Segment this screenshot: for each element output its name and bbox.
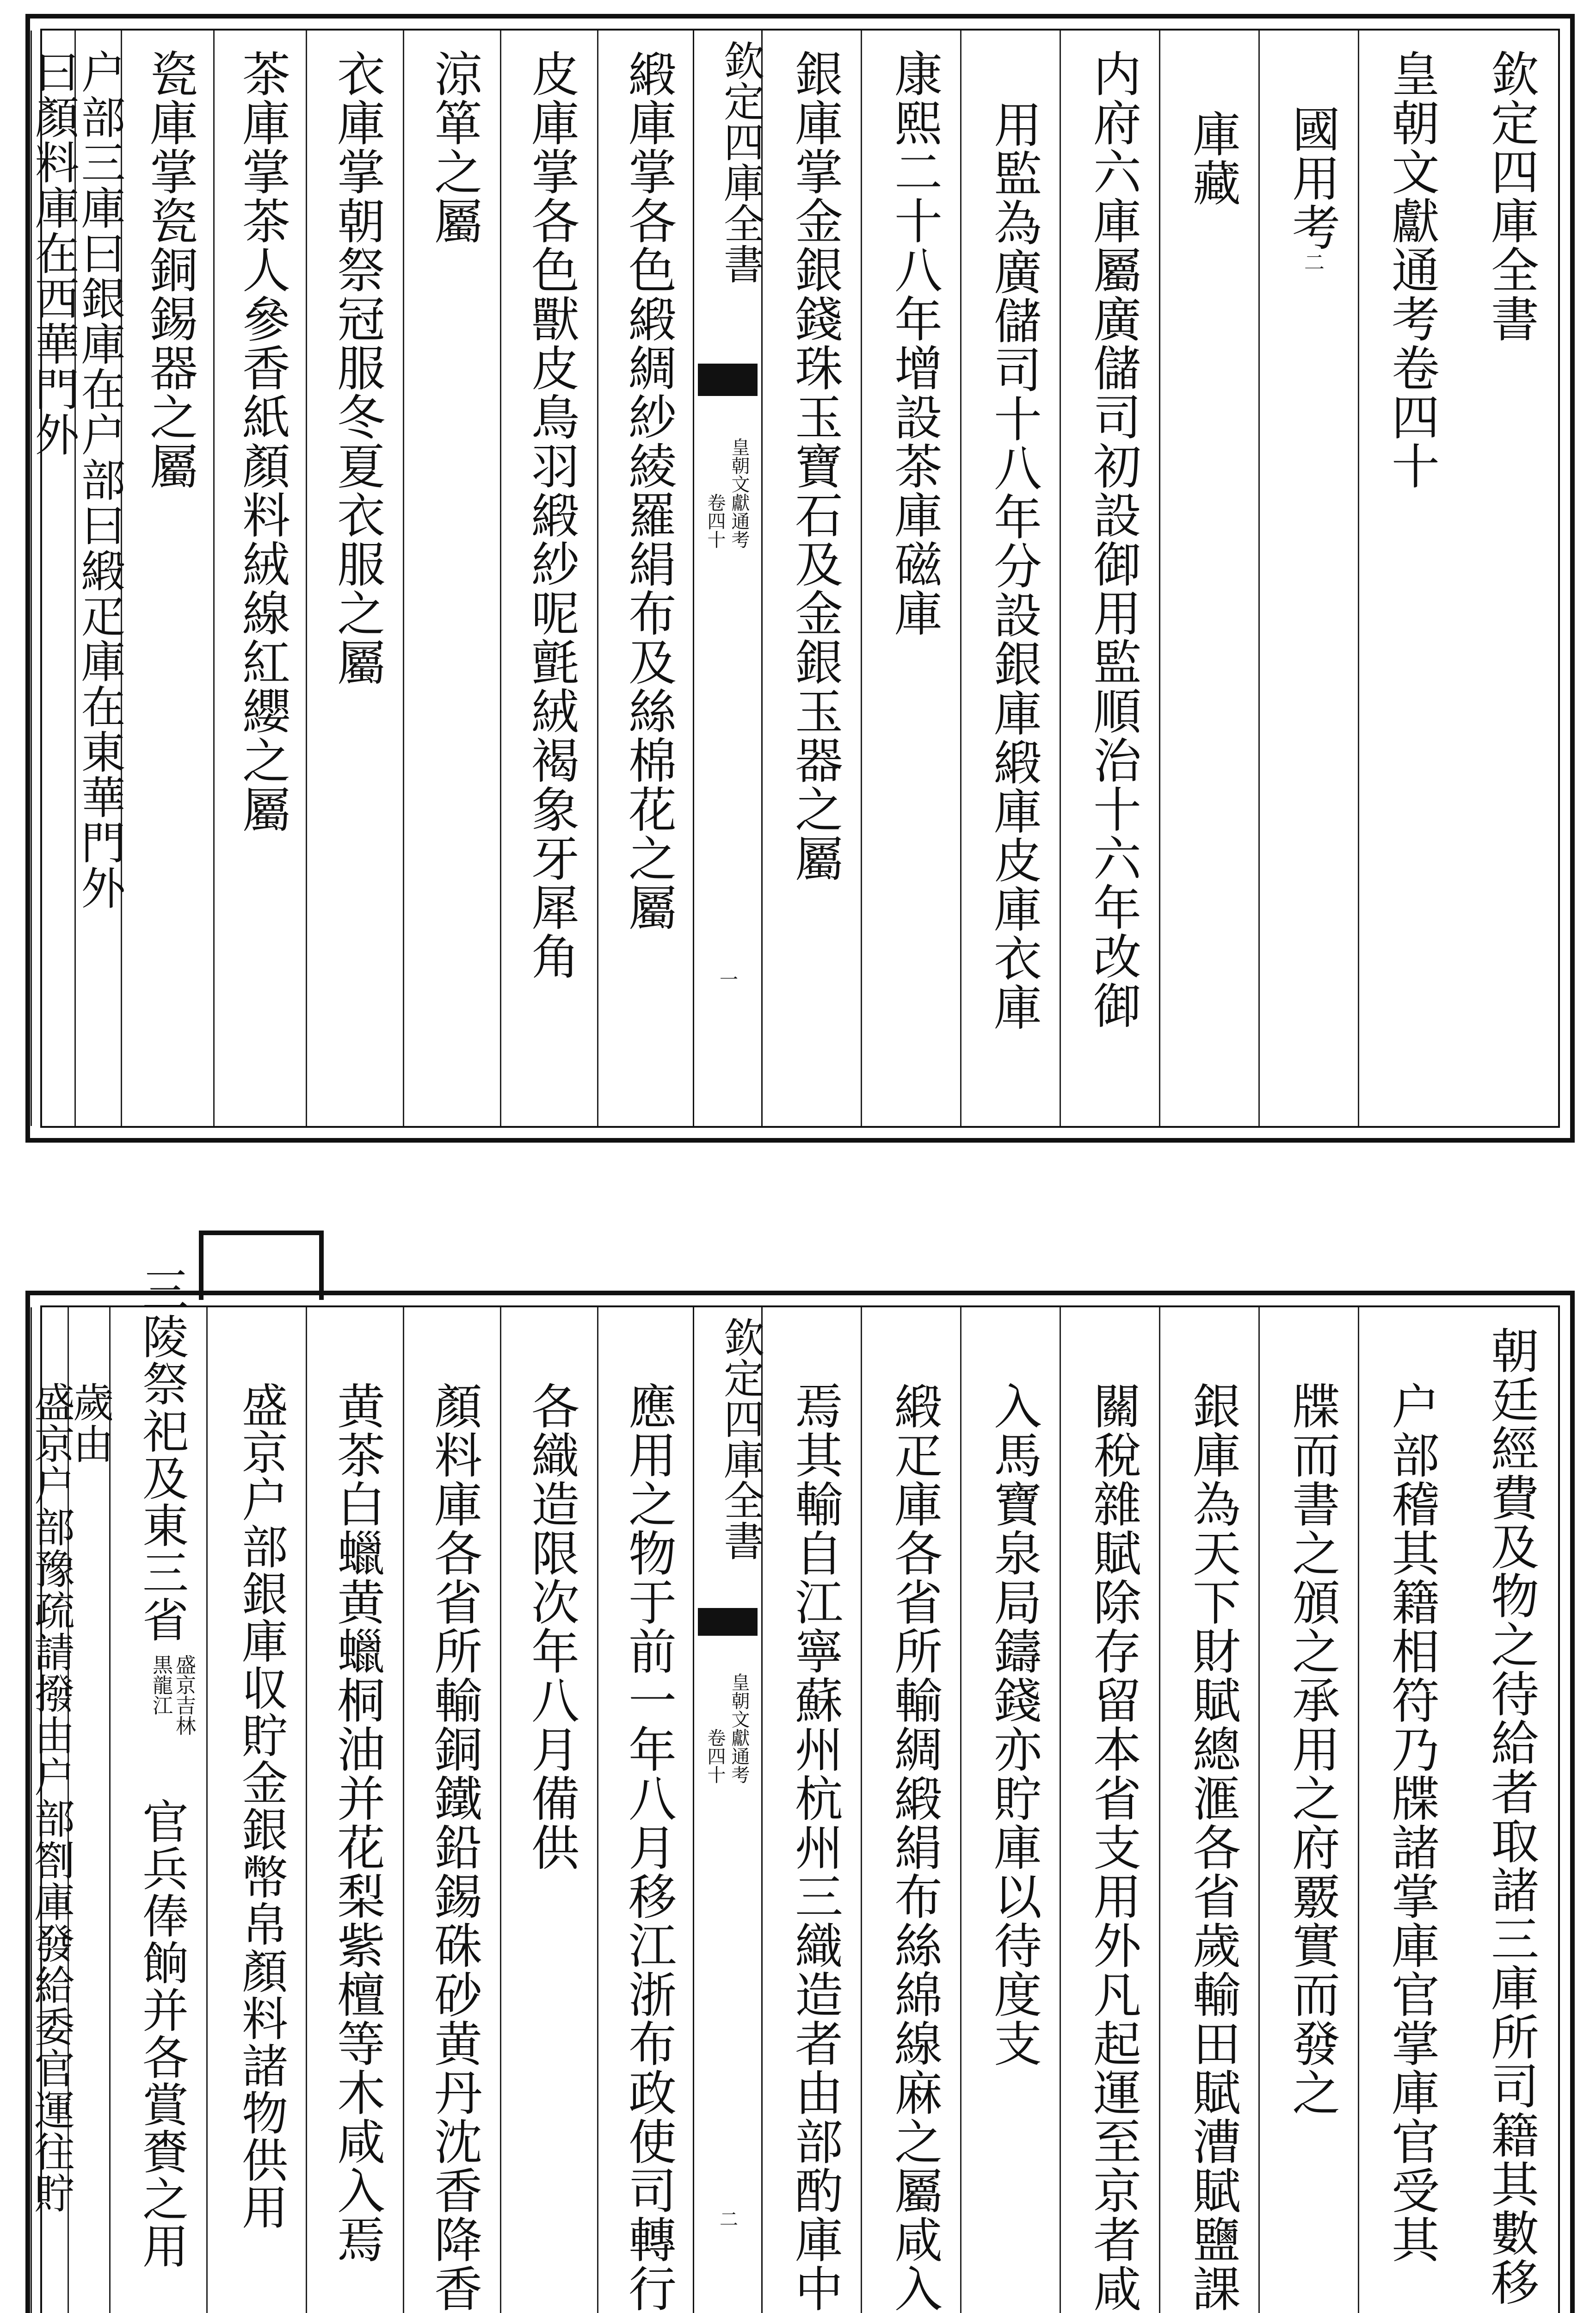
bottom-page-inner-frame (28, 1266, 1560, 2313)
top-col-book-title (1358, 31, 1459, 1126)
bottom-col-line (306, 1307, 404, 2313)
section-name: 國用考 (1284, 105, 1340, 252)
text-line: 茶庫掌茶人參香紙顏料絨線紅纓之屬 (234, 49, 290, 834)
spine-volume: 卷四十 (704, 493, 726, 549)
spine-fish-tail-mark (698, 364, 758, 396)
top-col-line (597, 31, 696, 1126)
bottom-page-tab (199, 1231, 324, 1300)
top-col-line (1060, 31, 1160, 1126)
bottom-page-frame (25, 1266, 1575, 2313)
text-line: 盛京户部銀庫収貯金銀幣帛顏料諸物供用 (234, 1381, 288, 2231)
text-line: 各織造限次年八月備供 (523, 1381, 579, 1872)
text-line: 牒而書之頒之承用之府覈實而發之 (1284, 1381, 1340, 2117)
top-col-topic (1159, 31, 1260, 1126)
text-line: 官兵俸餉并各賞賚之用 (135, 1798, 189, 2270)
section-title (1284, 105, 1340, 273)
top-col-section (1258, 31, 1359, 1126)
bottom-col-line (28, 1307, 75, 2313)
text-line: 户部稽其籍相符乃牒諸掌庫官掌庫官受其 (1383, 1381, 1440, 2264)
top-col-line (28, 31, 80, 1126)
note-a: 盛京吉林 (172, 1654, 196, 1736)
text-line: 歲由 (67, 1381, 114, 1465)
bottom-col-line (861, 1307, 961, 2313)
text-line: 内府六庫屬廣儲司初設御用監順治十六年改御 (1085, 49, 1141, 1030)
text-line: 應用之物于前一年八月移江浙布政使司轉行 (620, 1381, 677, 2313)
bottom-col-line (206, 1307, 307, 2313)
bottom-col-line (1258, 1307, 1359, 2313)
bottom-col-line (1358, 1307, 1459, 2313)
spine-book-name: 皇朝文獻通考 (728, 438, 750, 549)
text-line: 銀庫為天下財賦總滙各省歲輸田賦漕賦鹽課 (1184, 1381, 1241, 2313)
book-title: 皇朝文獻通考卷四十 (1383, 49, 1440, 490)
text-line: 緞疋庫各省所輸綢緞絹布絲綿線麻之屬咸入 (886, 1381, 943, 2313)
top-page-frame (25, 14, 1575, 1143)
top-col-line (761, 31, 862, 1126)
text-line: 入馬寶泉局鑄錢亦貯庫以待度支 (986, 1381, 1042, 2068)
section-number: 二 (1300, 252, 1324, 273)
top-spine (693, 31, 763, 1126)
spine-volume: 卷四十 (704, 1728, 726, 1784)
text-line: 緞庫掌各色緞綢紗綾羅絹布及絲棉花之屬 (620, 49, 677, 932)
top-col-line (861, 31, 961, 1126)
bottom-col-line (1159, 1307, 1260, 2313)
bottom-col-line (960, 1307, 1061, 2313)
text-line: 關稅雜賦除存留本省支用外凡起運至京者咸 (1085, 1381, 1141, 2313)
top-col-line (213, 31, 307, 1126)
bottom-col-line (500, 1307, 598, 2313)
top-col-line (74, 31, 126, 1126)
top-col-line (306, 31, 404, 1126)
top-col-header (1459, 31, 1558, 1126)
text-line: 瓷庫掌瓷銅錫器之屬 (142, 49, 198, 490)
top-page-inner-frame (28, 29, 1560, 1128)
spine-title: 欽定四庫全書 (717, 1317, 765, 1561)
topic-heading: 庫藏 (1184, 109, 1241, 207)
spine-book-name: 皇朝文獻通考 (728, 1673, 750, 1784)
text-line: 曰顏料庫在西華門外 (28, 49, 80, 457)
bottom-col-line-with-notes (109, 1266, 208, 2313)
bottom-col-line (597, 1307, 696, 2313)
top-col-line (500, 31, 598, 1126)
text-line: 朝廷經費及物之待給者取諸三庫所司籍其數移 (1483, 1326, 1539, 2307)
text-line: 焉其輸自江寧蘇州杭州三織造者由部酌庫中 (787, 1381, 843, 2313)
bottom-col-line (761, 1307, 862, 2313)
spine-page-number: 一 (720, 969, 738, 990)
spine-page-number: 二 (720, 2209, 738, 2230)
text-line: 衣庫掌朝祭冠服冬夏衣服之屬 (329, 49, 385, 686)
text-line: 户部三庫曰銀庫在户部曰緞疋庫在東華門外 (74, 49, 126, 910)
top-col-line (403, 31, 501, 1126)
text-line: 銀庫掌金銀錢珠玉寶石及金銀玉器之屬 (787, 49, 843, 883)
text-line: 三陵祭祀及東三省 (135, 1266, 189, 1643)
text-line: 用監為廣儲司十八年分設銀庫緞庫皮庫衣庫 (986, 100, 1042, 1032)
bottom-col-line (403, 1307, 501, 2313)
header-text: 欽定四庫全書 (1483, 49, 1539, 343)
bottom-col-line (1060, 1307, 1160, 2313)
text-line: 顏料庫各省所輸銅鐵鉛錫硃砂黄丹沈香降香 (426, 1381, 482, 2313)
top-col-line (960, 31, 1061, 1126)
bottom-spine (693, 1307, 763, 2313)
text-line: 皮庫掌各色獸皮鳥羽緞紗呢氈絨褐象牙犀角 (523, 49, 579, 981)
text-line: 康熙二十八年增設茶庫磁庫 (886, 49, 943, 637)
text-line: 黄茶白蠟黄蠟桐油并花梨紫檀等木咸入焉 (329, 1381, 385, 2264)
note-b: 黒龍江 (149, 1654, 173, 1715)
bottom-col-line (1459, 1307, 1558, 2313)
text-line: 涼箪之屬 (426, 49, 482, 245)
spine-fish-tail-mark (698, 1608, 758, 1636)
top-col-line (121, 31, 215, 1126)
spine-title: 欽定四庫全書 (717, 40, 765, 284)
text-line: 盛京户部豫疏請撥由户部劄庫發給委官運往貯 (28, 1381, 75, 2214)
